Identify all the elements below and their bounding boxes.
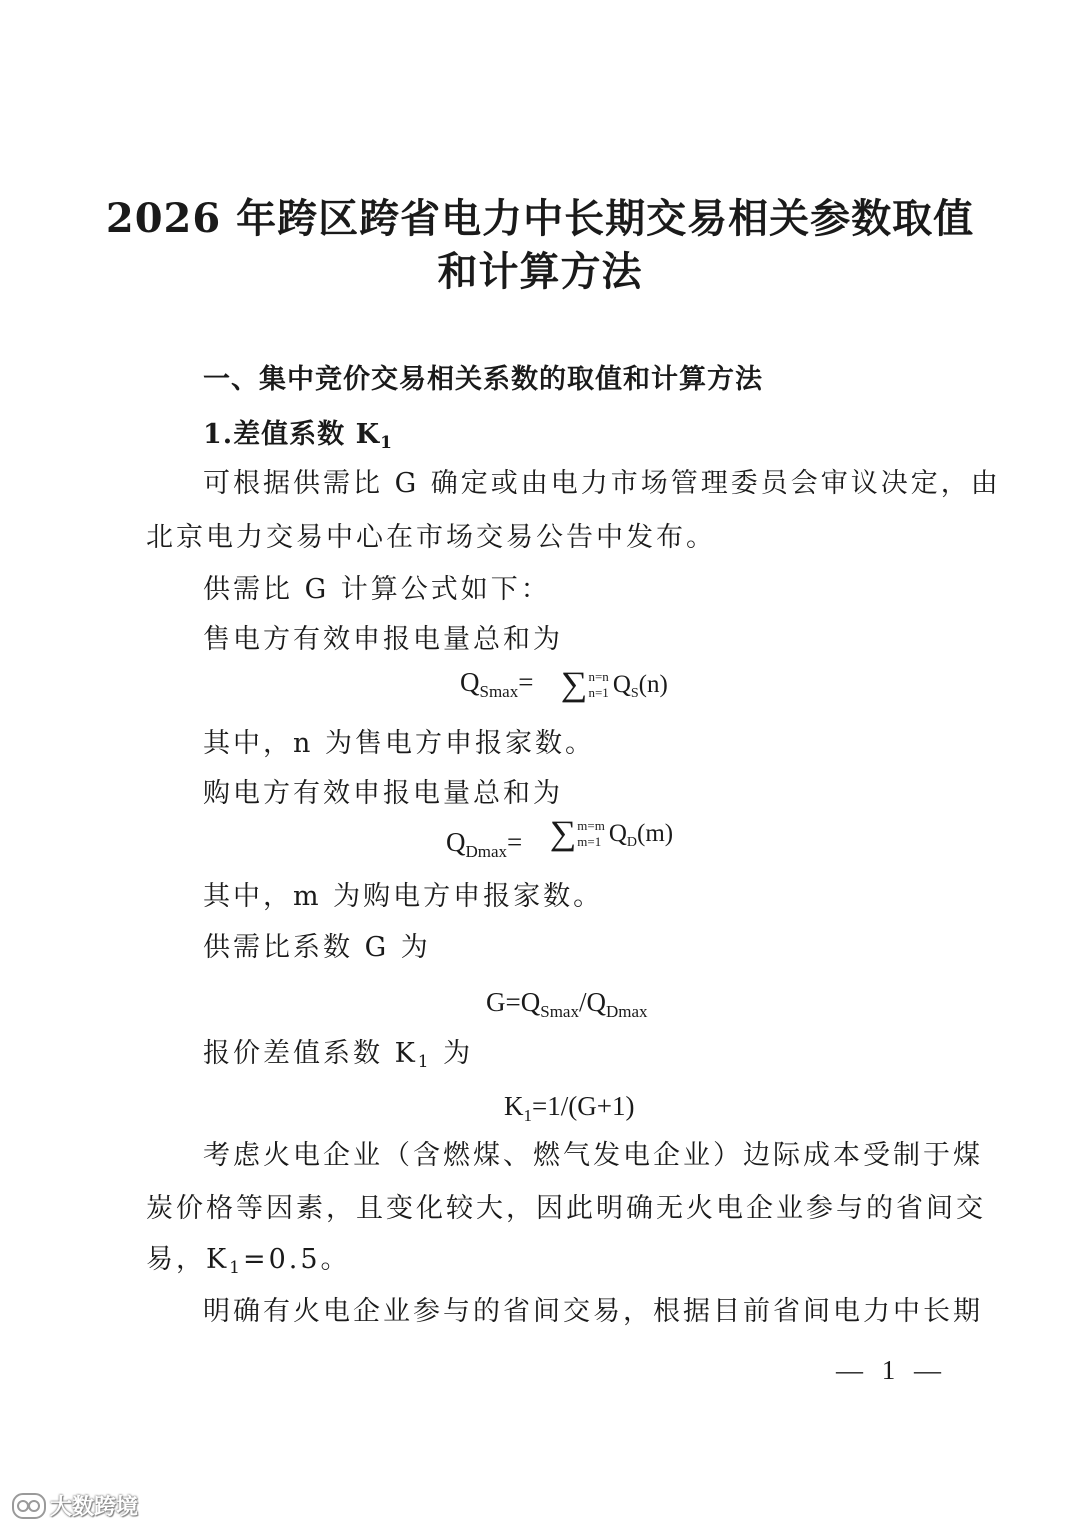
- formula-g: [486, 982, 648, 1022]
- sum-lower-limit: n=1: [588, 684, 609, 700]
- sum-limits: [577, 818, 605, 850]
- paragraph-1-line-2: 北京电力交易中心在市场交易公告中发布。: [146, 522, 716, 553]
- k1-label: [203, 1034, 473, 1082]
- term-arg: (n): [638, 670, 668, 698]
- formula-g-sub-a: Smax: [540, 1002, 579, 1021]
- chat-bubble-icon: [12, 1493, 46, 1519]
- sum-limits: [588, 669, 608, 701]
- formula-q-dmax: [446, 814, 674, 862]
- formula-s-term: [613, 665, 668, 705]
- page-title-line1: 2026 年跨区跨省电力中长期交易相关参数取值: [105, 195, 975, 242]
- paragraph-1-line-1: 可根据供需比 G 确定或由电力市场管理委员会审议决定，由: [203, 468, 1001, 499]
- sum-lower-limit: m=1: [577, 833, 602, 849]
- formula-intro: 供需比 G 计算公式如下：: [203, 574, 551, 605]
- formula-q-smax: [460, 662, 668, 705]
- formula-k1-part-a: K: [504, 1091, 524, 1121]
- sell-total-label: 售电方有效申报电量总和为: [203, 624, 563, 655]
- subheading-text: 1.差值系数 K: [203, 419, 381, 450]
- sigma-symbol: ∑: [561, 665, 588, 703]
- formula-s-equals: =: [518, 667, 534, 697]
- term-q: Q: [608, 819, 627, 847]
- watermark-text: 大数跨境: [50, 1495, 139, 1520]
- k1-label-sub: 1: [417, 1052, 432, 1072]
- subheading-k1: [203, 415, 393, 463]
- k1-label-text: 报价差值系数 K: [203, 1038, 418, 1069]
- paragraph-2-line-2: 炭价格等因素，且变化较大，因此明确无火电企业参与的省间交: [146, 1193, 986, 1224]
- formula-g-sub-b: Dmax: [605, 1002, 648, 1021]
- formula-k1-sub: 1: [523, 1106, 532, 1125]
- section-heading: 一、集中竞价交易相关系数的取值和计算方法: [203, 364, 763, 395]
- formula-g-part-a: G=Q: [486, 987, 541, 1017]
- watermark: [12, 1490, 138, 1521]
- formula-s-lhs: Q: [460, 667, 480, 697]
- formula-d-lhs-sub: Dmax: [465, 842, 508, 861]
- g-label: 供需比系数 G 为: [203, 932, 431, 963]
- p2l3-prefix: 易，K: [146, 1244, 230, 1275]
- formula-d-summation: [551, 814, 673, 854]
- formula-s-lhs-sub: Smax: [479, 682, 519, 701]
- term-sub: S: [630, 685, 639, 701]
- paragraph-2-line-1: 考虑火电企业（含燃煤、燃气发电企业）边际成本受制于煤: [203, 1140, 983, 1171]
- sigma-symbol: ∑: [549, 814, 577, 852]
- sum-upper-limit: n=n: [588, 668, 609, 684]
- term-q: Q: [612, 670, 631, 698]
- formula-d-equals: =: [507, 827, 523, 857]
- paragraph-3-line-1: 明确有火电企业参与的省间交易，根据目前省间电力中长期: [203, 1296, 983, 1327]
- formula-k1-part-b: =1/(G+1): [532, 1091, 635, 1121]
- formula-d-term: [609, 814, 673, 854]
- p2l3-sub: 1: [229, 1258, 243, 1278]
- subheading-subscript: 1: [380, 433, 393, 453]
- formula-s-summation: [562, 665, 668, 705]
- k1-label-suffix: 为: [431, 1038, 474, 1069]
- sum-upper-limit: m=m: [577, 817, 605, 833]
- buy-total-label: 购电方有效申报电量总和为: [203, 778, 563, 809]
- formula-d-lhs: Q: [446, 827, 466, 857]
- formula-k1: [504, 1086, 634, 1126]
- page-number: — 1 —: [836, 1355, 947, 1385]
- note-n: 其中，n 为售电方申报家数。: [203, 728, 595, 759]
- p2l3-suffix: =0.5。: [243, 1244, 351, 1275]
- page-title-line2: 和计算方法: [437, 248, 643, 295]
- note-m: 其中，m 为购电方申报家数。: [203, 881, 604, 912]
- paragraph-2-line-3: [146, 1240, 351, 1288]
- term-arg: (m): [637, 819, 674, 847]
- term-sub: D: [626, 834, 638, 850]
- formula-g-part-b: /Q: [578, 987, 606, 1017]
